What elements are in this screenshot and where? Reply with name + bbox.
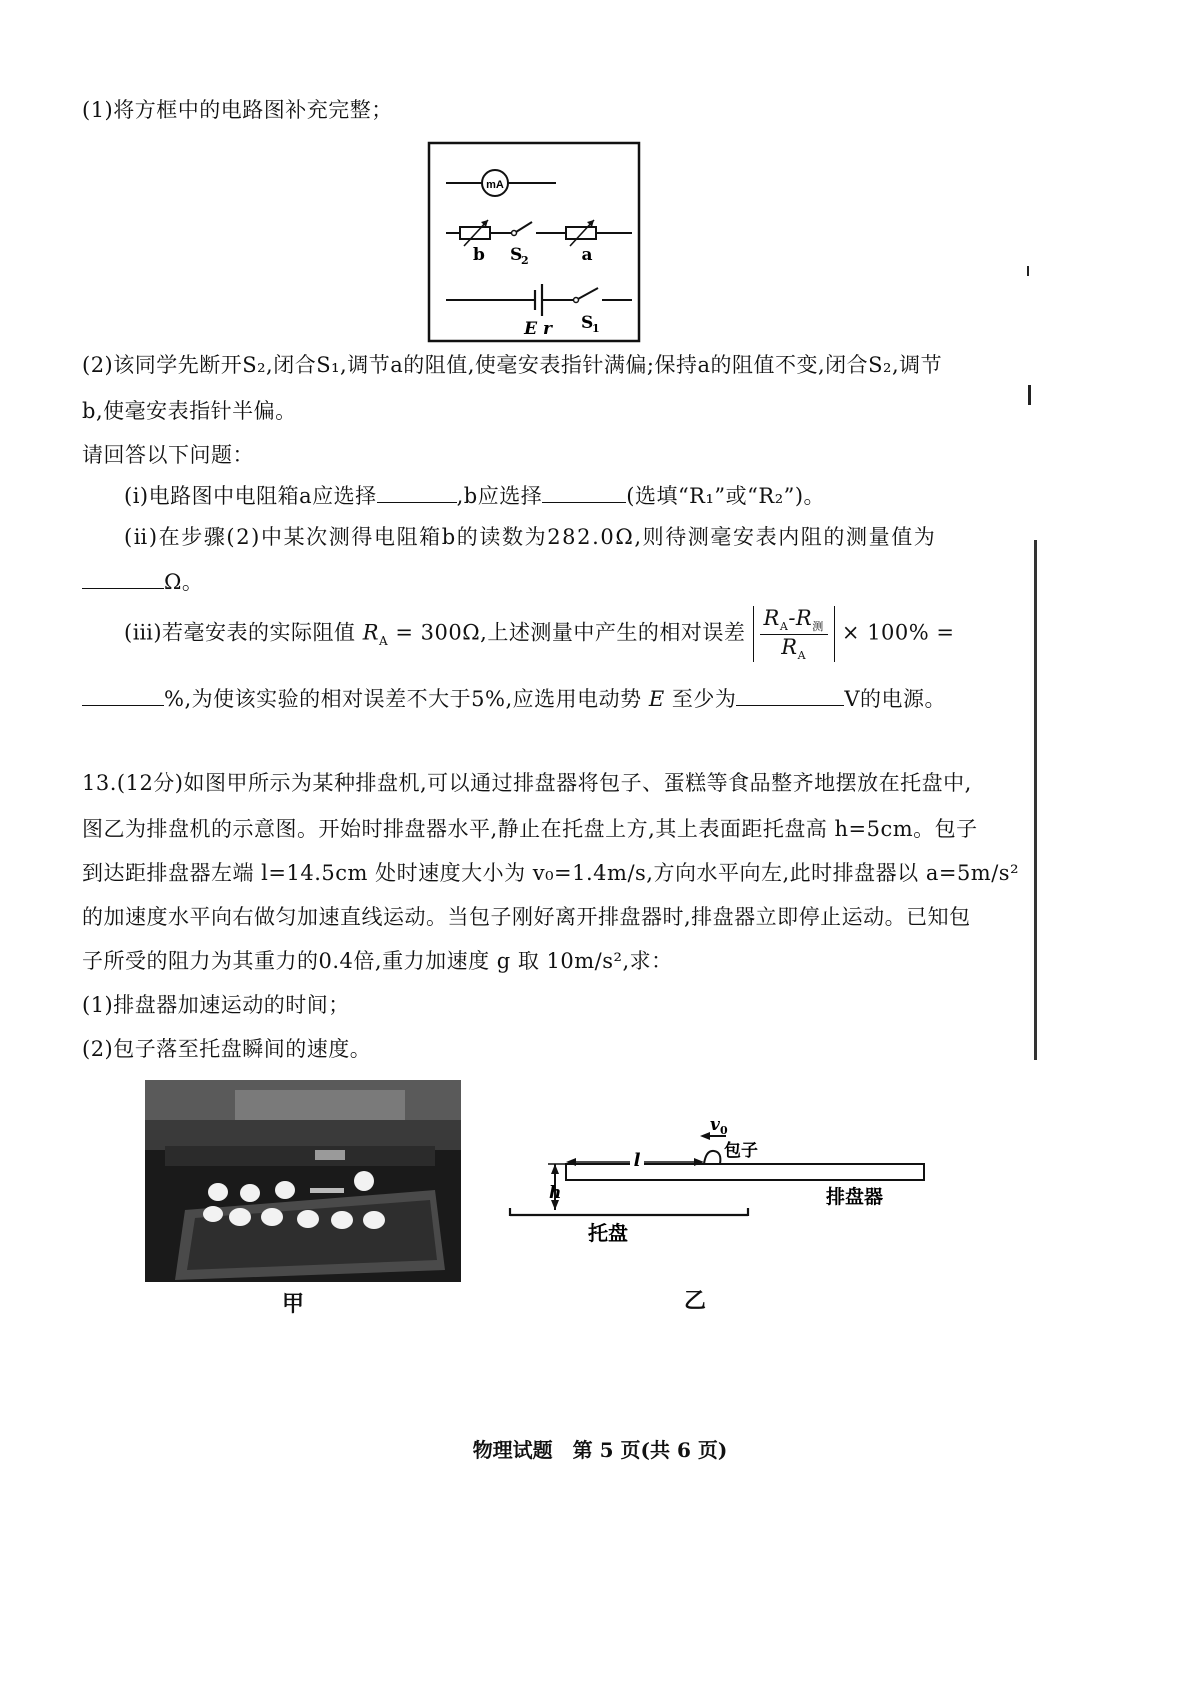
question-iii-part1: (ⅲ)若毫安表的实际阻值 xyxy=(124,620,356,645)
figure-jia-label: 甲 xyxy=(282,1291,305,1317)
step1-text: (1)将方框中的电路图补充完整； xyxy=(82,98,393,122)
emf-symbol: E xyxy=(648,687,665,711)
formula-num-sub: A xyxy=(779,620,789,634)
meter-label: mA xyxy=(486,179,504,191)
ask-text: 请回答以下问题： xyxy=(82,443,254,467)
q13-line5: 子所受的阻力为其重力的0.4倍,重力加速度 g 取 10m/s²,求： xyxy=(82,949,673,973)
rb-label: b xyxy=(473,245,485,265)
answer-blank-resistance[interactable] xyxy=(82,587,164,589)
answer-blank-a[interactable] xyxy=(377,501,457,503)
relative-error-formula xyxy=(753,606,835,662)
ra-symbol-sub: A xyxy=(379,633,389,648)
question-i-part1: (ⅰ)电路图中电阻箱a应选择 xyxy=(124,484,377,508)
sorter-plate xyxy=(566,1164,924,1180)
question-iii-part2: = 300Ω,上述测量中产生的相对误差 xyxy=(395,620,746,645)
question-i-part3: (选填“R₁”或“R₂”)。 xyxy=(626,484,826,508)
q13-line6: (1)排盘器加速运动的时间； xyxy=(82,993,350,1017)
step2-line2: b,使毫安表指针半偏。 xyxy=(82,399,297,423)
sorter-label: 排盘器 xyxy=(826,1186,884,1208)
answer-blank-emf[interactable] xyxy=(736,704,844,706)
question-i-part2: ,b应选择 xyxy=(456,484,543,508)
machine-photo xyxy=(145,1080,461,1282)
s1-label: S xyxy=(581,313,594,333)
formula-num-r: R xyxy=(763,606,780,630)
ra-symbol: R xyxy=(362,620,380,645)
circuit-diagram xyxy=(426,140,644,346)
formula-num-mid: -R xyxy=(788,606,813,630)
question-iii-line2 xyxy=(82,683,946,713)
question-ii-line2 xyxy=(82,566,203,596)
scan-mark xyxy=(1034,540,1037,1060)
ra-label: a xyxy=(581,245,593,265)
question-iii-part6: V的电源。 xyxy=(844,687,947,711)
baozi-icon xyxy=(704,1151,720,1164)
l-label: l xyxy=(633,1150,641,1171)
figure-yi-label: 乙 xyxy=(684,1288,707,1314)
answer-blank-b[interactable] xyxy=(542,501,626,503)
question-ii-unit: Ω。 xyxy=(164,570,204,594)
v0-label: v xyxy=(710,1115,720,1135)
s1-sub: 1 xyxy=(592,322,600,335)
formula-num-sub2: 测 xyxy=(812,620,824,634)
question-iii-line1 xyxy=(124,606,955,662)
step2-line1: (2)该同学先断开S₂,闭合S₁,调节a的阻值,使毫安表指针满偏;保持a的阻值不变,闭合S₂,调节 xyxy=(82,353,943,377)
battery-label: E r xyxy=(524,319,552,339)
q13-line3: 到达距排盘器左端 l=14.5cm 处时速度大小为 v₀=1.4m/s,方向水平向左,此时排盘器以 a=5m/s² xyxy=(82,861,1019,885)
scan-mark xyxy=(1028,385,1031,405)
page-footer: 物理试题 第 5 页(共 6 页) xyxy=(472,1438,728,1462)
sorter-diagram xyxy=(500,1110,940,1250)
s2-label: S xyxy=(510,245,523,265)
q13-line1: 13.(12分)如图甲所示为某种排盘机,可以通过排盘器将包子、蛋糕等食品整齐地摆放在托盘中, xyxy=(82,771,972,795)
q13-line2: 图乙为排盘机的示意图。开始时排盘器水平,静止在托盘上方,其上表面距托盘高 h=5cm。包子 xyxy=(82,817,978,841)
scan-mark xyxy=(1027,266,1029,276)
tray-label: 托盘 xyxy=(588,1221,628,1245)
question-ii-line1: (ⅱ)在步骤(2)中某次测得电阻箱b的读数为282.0Ω,则待测毫安表内阻的测量值为 xyxy=(124,525,937,549)
question-iii-part4: %,为使该实验的相对误差不大于5%,应选用电动势 xyxy=(164,687,642,711)
q13-line7: (2)包子落至托盘瞬间的速度。 xyxy=(82,1037,372,1061)
s2-sub: 2 xyxy=(521,254,529,267)
formula-den-r: R xyxy=(781,635,798,660)
answer-blank-error[interactable] xyxy=(82,704,164,706)
q13-line4: 的加速度水平向右做匀加速直线运动。当包子刚好离开排盘器时,排盘器立即停止运动。已知包 xyxy=(82,905,971,929)
question-iii-part5: 至少为 xyxy=(671,687,737,711)
baozi-label: 包子 xyxy=(724,1141,758,1161)
question-i xyxy=(124,480,825,510)
v0-sub: 0 xyxy=(720,1124,728,1137)
h-label: h xyxy=(549,1183,562,1203)
question-iii-part3: × 100% = xyxy=(841,620,955,645)
formula-den-sub: A xyxy=(797,649,807,663)
